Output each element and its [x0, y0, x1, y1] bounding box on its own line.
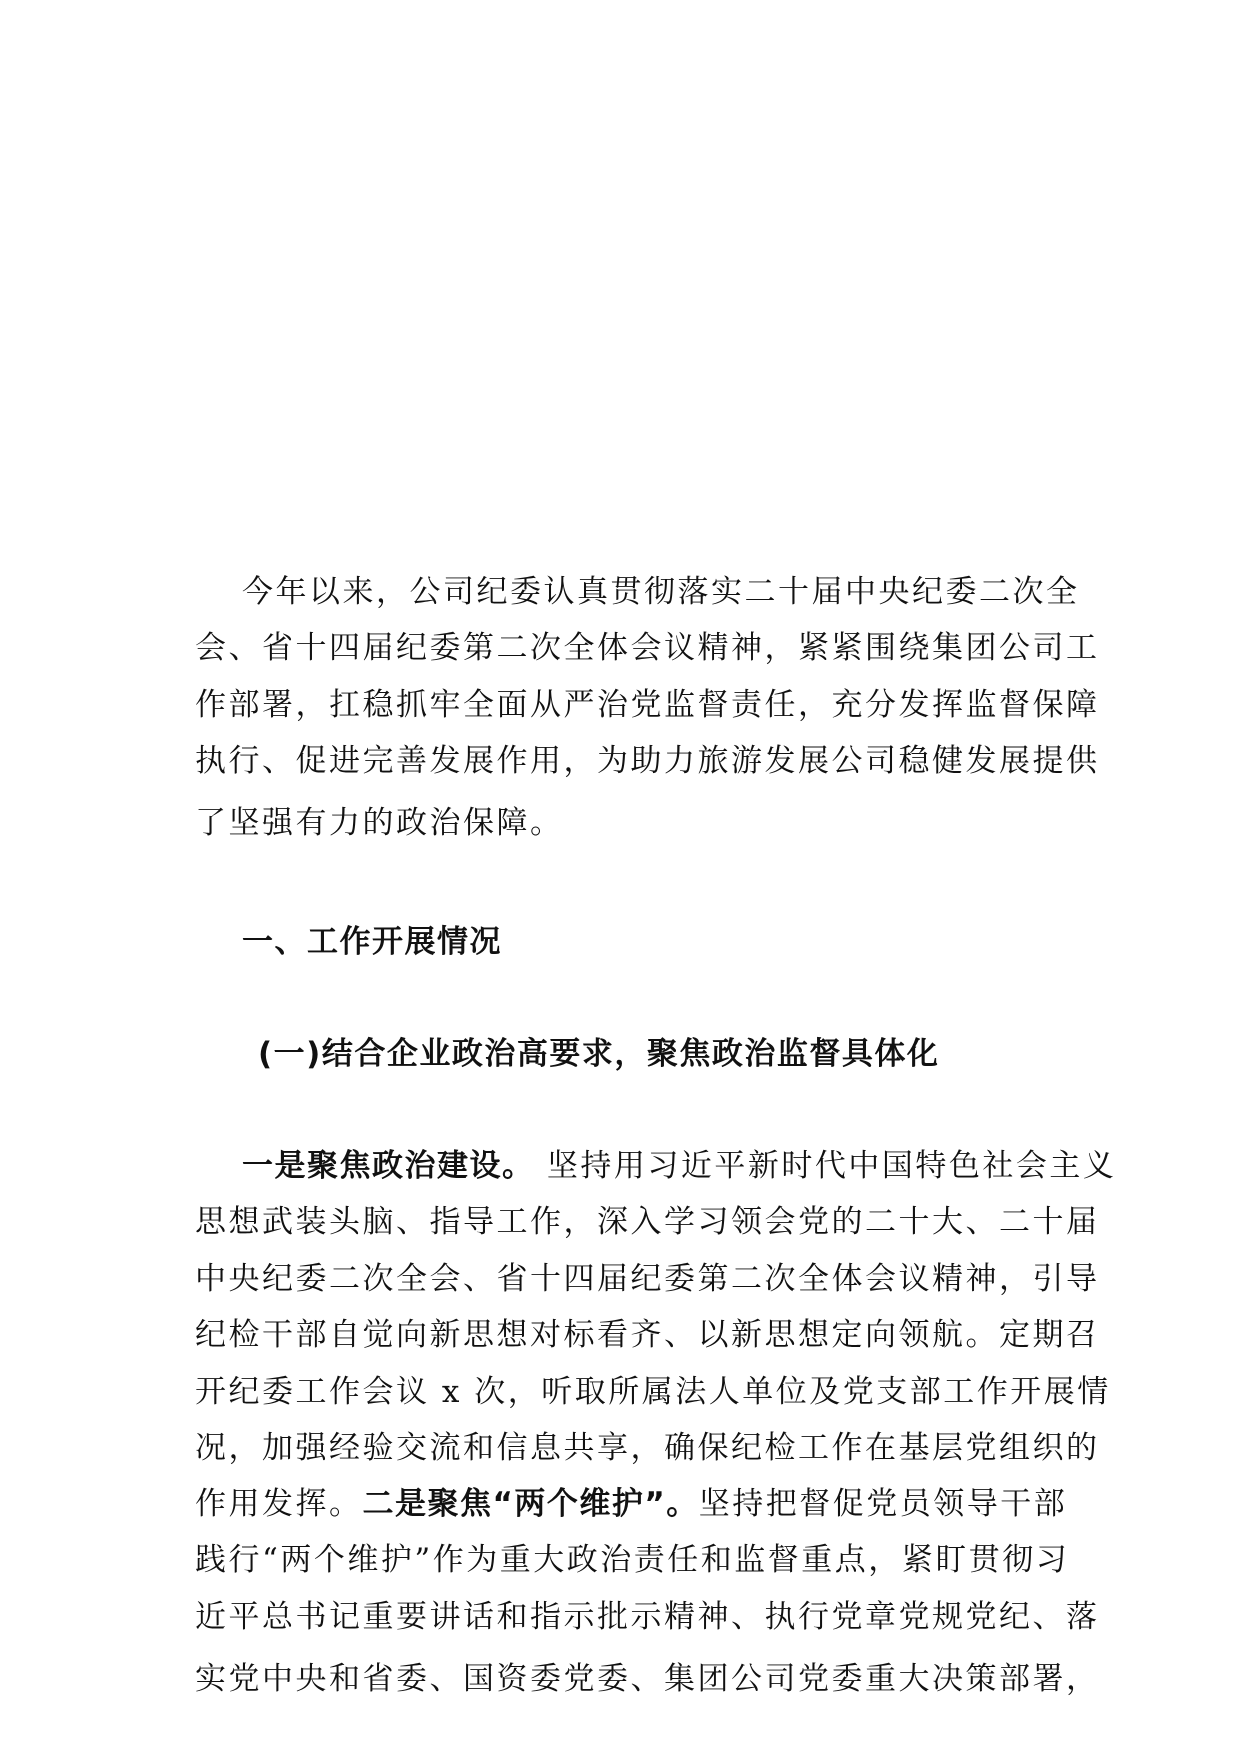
body-line-1 — [242, 1146, 1116, 1186]
point-two-lead: 二是聚焦“两个维护”。 — [362, 1486, 699, 1522]
body-line-4: 纪检干部自觉向新思想对标看齐、以新思想定向领航。定期召 — [195, 1317, 1100, 1353]
body-line-7-end: 坚持把督促党员领导干部 — [698, 1486, 1068, 1522]
body-line-10: 实党中央和省委、国资委党委、集团公司党委重大决策部署， — [195, 1661, 1100, 1697]
section-heading: 一、工作开展情况 — [242, 924, 502, 960]
point-one-lead: 一是聚焦政治建设。 — [242, 1148, 535, 1184]
body-line-8: 践行“两个维护”作为重大政治责任和监督重点，紧盯贯彻习 — [195, 1542, 1070, 1578]
intro-line-4: 执行、促进完善发展作用，为助力旅游发展公司稳健发展提供 — [195, 743, 1100, 779]
body-line-7 — [195, 1484, 1067, 1524]
body-line-9: 近平总书记重要讲话和指示批示精神、执行党章党规党纪、落 — [195, 1599, 1100, 1635]
body-line-7-start: 作用发挥。 — [195, 1486, 363, 1522]
intro-line-5: 了坚强有力的政治保障。 — [195, 805, 564, 841]
body-line-5: 开纪委工作会议 x 次，听取所属法人单位及党支部工作开展情 — [195, 1374, 1111, 1410]
intro-line-1: 今年以来，公司纪委认真贯彻落实二十届中央纪委二次全 — [242, 574, 1080, 610]
intro-line-3: 作部署，扛稳抓牢全面从严治党监督责任，充分发挥监督保障 — [195, 687, 1100, 723]
intro-line-2: 会、省十四届纪委第二次全体会议精神，紧紧围绕集团公司工 — [195, 630, 1100, 666]
body-line-2: 思想武装头脑、指导工作，深入学习领会党的二十大、二十届 — [195, 1204, 1100, 1240]
body-line-6: 况，加强经验交流和信息共享，确保纪检工作在基层党组织的 — [195, 1430, 1100, 1466]
subsection-heading: (一)结合企业政治高要求，聚焦政治监督具体化 — [258, 1036, 940, 1072]
body-line-3: 中央纪委二次全会、省十四届纪委第二次全体会议精神，引导 — [195, 1261, 1100, 1297]
body-line-1-text: 坚持用习近平新时代中国特色社会主义 — [534, 1148, 1117, 1184]
